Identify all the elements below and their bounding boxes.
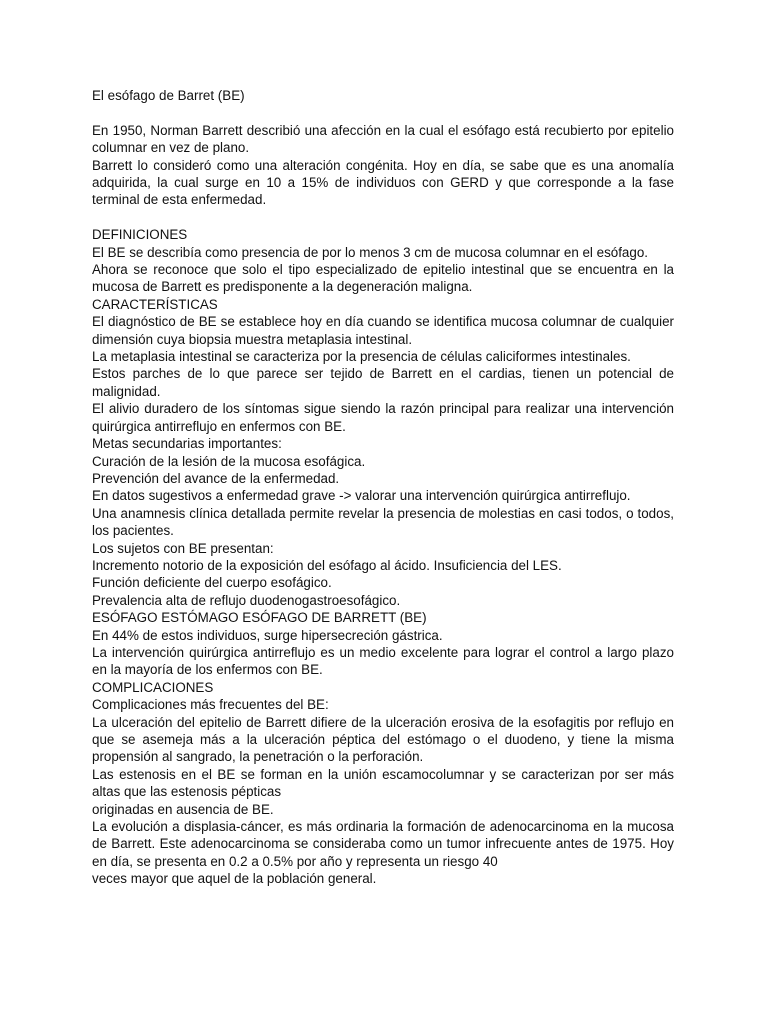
caracteristicas-paragraph: Una anamnesis clínica detallada permite revelar la presencia de molestias en casi todos, o todos, los pacientes. — [92, 505, 674, 539]
caracteristicas-paragraph: El diagnóstico de BE se establece hoy en día cuando se identifica mucosa columnar de cualquier dimensión cuya biopsia muestra metaplasia intestinal. — [92, 314, 674, 347]
definiciones-paragraph: El BE se describía como presencia de por lo menos 3 cm de mucosa columnar en el esófago. — [92, 244, 648, 260]
caracteristicas-paragraph: La metaplasia intestinal se caracteriza por la presencia de células caliciformes intestinales. — [92, 349, 631, 365]
caracteristicas-paragraph: Estos parches de lo que parece ser tejido de Barrett en el cardias, tienen un potencial de malignidad. — [92, 366, 674, 399]
intro-paragraph: Barrett lo consideró como una alteración congénita. Hoy en día, se sabe que es una anomalía adquirida, la cual surge en 10 a 15% de individuos con GERD y que corresponde a la fase terminal de esta enfermedad. — [92, 157, 674, 208]
caracteristicas-paragraph: En 44% de estos individuos, surge hipersecreción gástrica. — [92, 627, 443, 643]
section-heading-caracteristicas: CARACTERÍSTICAS — [92, 296, 218, 312]
caracteristicas-paragraph: Prevalencia alta de reflujo duodenogastroesofágico. — [92, 592, 401, 608]
caracteristicas-paragraph: La intervención quirúrgica antirreflujo es un medio excelente para lograr el control a largo plazo en la mayoría de los enfermos con BE. — [92, 644, 674, 678]
blank-line — [92, 104, 674, 121]
caracteristicas-paragraph: Función deficiente del cuerpo esofágico. — [92, 575, 332, 591]
caracteristicas-paragraph: Metas secundarias importantes: — [92, 436, 282, 452]
caracteristicas-paragraph: ESÓFAGO ESTÓMAGO ESÓFAGO DE BARRETT (BE) — [92, 610, 427, 626]
caracteristicas-paragraph: Curación de la lesión de la mucosa esofágica. — [92, 453, 366, 469]
complicaciones-paragraph: Complicaciones más frecuentes del BE: — [92, 697, 329, 713]
section-heading-definiciones: DEFINICIONES — [92, 227, 188, 243]
definiciones-paragraph: Ahora se reconoce que solo el tipo especializado de epitelio intestinal que se encuentra en la mucosa de Barrett es predisponente a la degeneración maligna. — [92, 262, 674, 295]
caracteristicas-paragraph: Prevención del avance de la enfermedad. — [92, 470, 340, 486]
complicaciones-paragraph: La evolución a displasia-cáncer, es más ordinaria la formación de adenocarcinoma en la mucosa de Barrett. Este adenocarcinoma se consideraba como un tumor infrecuente antes de 1975. Hoy en día, se presenta en 0.2 a 0.5% por año y representa un riesgo 40 — [92, 819, 674, 869]
caracteristicas-paragraph: Los sujetos con BE presentan: — [92, 540, 274, 556]
section-heading-complicaciones: COMPLICACIONES — [92, 679, 214, 695]
document-page — [92, 87, 674, 888]
caracteristicas-paragraph: Incremento notorio de la exposición del esófago al ácido. Insuficiencia del LES. — [92, 557, 562, 573]
caracteristicas-paragraph: El alivio duradero de los síntomas sigue siendo la razón principal para realizar una intervención quirúrgica antirreflujo en enfermos con BE. — [92, 401, 674, 434]
caracteristicas-paragraph: En datos sugestivos a enfermedad grave -> valorar una intervención quirúrgica antirreflujo. — [92, 488, 631, 504]
complicaciones-paragraph: originadas en ausencia de BE. — [92, 801, 274, 817]
complicaciones-paragraph: La ulceración del epitelio de Barrett difiere de la ulceración erosiva de la esofagitis por reflujo en que se asemeja más a la ulceración péptica del estómago o el duodeno, y tiene la misma propensión al sangrado, la penetración o la perforación. — [92, 714, 674, 765]
complicaciones-paragraph: veces mayor que aquel de la población general. — [92, 871, 377, 887]
complicaciones-paragraph: Las estenosis en el BE se forman en la unión escamocolumnar y se caracterizan por ser más altas que las estenosis pépticas — [92, 766, 674, 800]
document-title: El esófago de Barret (BE) — [92, 88, 245, 103]
intro-paragraph: En 1950, Norman Barrett describió una afección en la cual el esófago está recubierto por epitelio columnar en vez de plano. — [92, 122, 674, 156]
blank-line — [92, 209, 674, 226]
